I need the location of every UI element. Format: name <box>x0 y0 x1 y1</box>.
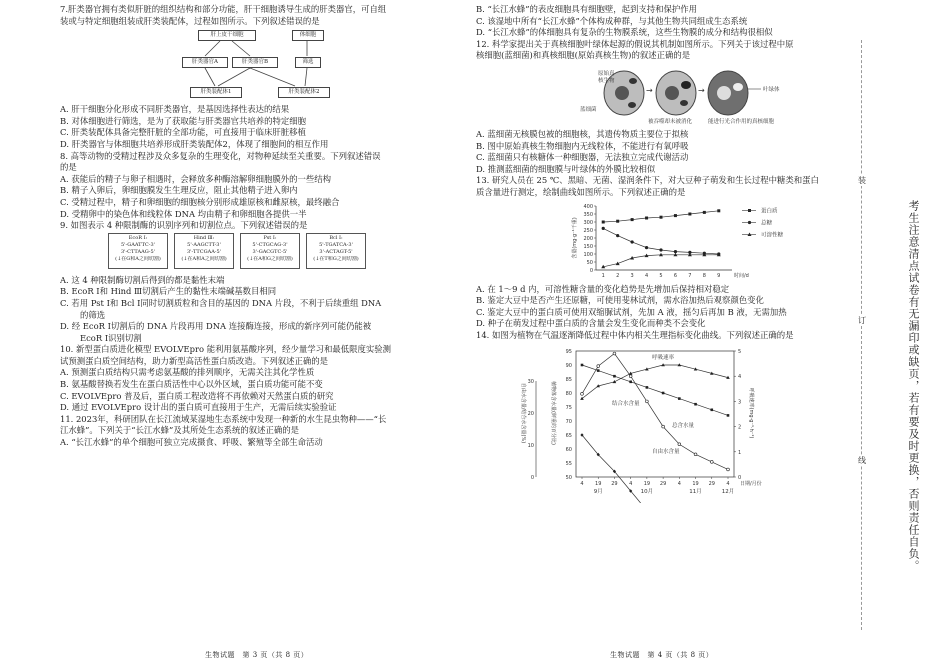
right-tick-label: 4 <box>738 373 742 380</box>
right-footer: 生物试题 第 4 页（共 8 页） <box>610 651 714 659</box>
x-axis-label: 时间/d <box>734 272 749 279</box>
x-tick-label: 29 <box>659 480 667 487</box>
q11-option-a: A. “长江水蜂”的单个细胞可独立完成摄食、呼吸、繁殖等全部生命活动 <box>60 437 323 448</box>
data-point <box>678 397 681 400</box>
cell-3 <box>708 71 748 115</box>
enzyme-box <box>108 233 168 269</box>
q7-option-d: D. 肝类器官与体细胞共培养形成肝类装配体2，体现了细胞间的相互作用 <box>60 138 329 149</box>
q10-option-b: B. 氨基酸替换若发生在蛋白质活性中心以外区域，蛋白质功能可能不变 <box>60 379 323 390</box>
enzyme-name: EcoR Ⅰ: <box>128 234 148 241</box>
curve-annotation: 呼吸速率 <box>652 354 675 361</box>
curve-annotation: 结合水含量 <box>612 400 640 407</box>
mid-tick-label: 50 <box>565 474 572 481</box>
water-respiration-chart <box>476 343 848 503</box>
label-photosynthetic-cell: 能进行光合作用的真核细胞 <box>708 118 775 125</box>
month-label: 11月 <box>689 488 702 495</box>
mid-tick-label: 60 <box>565 446 572 453</box>
data-point <box>597 369 600 372</box>
data-point <box>694 452 697 455</box>
x-tick-label: 29 <box>611 480 618 487</box>
legend-label: 可溶性糖 <box>761 232 784 239</box>
q8-stem: 8. 高等动物的受精过程涉及众多复杂的生理变化，对物种延续至关重要。下列叙述错误 <box>60 150 381 161</box>
enzyme-seq1: 5'-GAATTC-3' <box>120 241 156 248</box>
q9-option-c: C. 若用 Pst Ⅰ和 Bcl Ⅰ同时切割质粒和含目的基因的 DNA 片段，不利于后续重组 DNA <box>60 297 382 308</box>
curve-annotation: 自由水含量 <box>652 448 680 455</box>
q14-stem: 14. 如图为植物在气温逐渐降低过程中体内相关生理指标变化曲线。下列叙述正确的是 <box>476 329 794 340</box>
data-point <box>727 414 730 417</box>
binding-char-zhuang: 装 <box>858 176 866 185</box>
fig7-bot2: 肝类装配体2 <box>278 87 330 98</box>
enzyme-seq2: 3'-ACTAGT-5' <box>319 248 353 255</box>
x-tick-label: 4 <box>677 480 681 487</box>
x-tick-label: 4 <box>580 480 584 487</box>
right-page <box>476 4 848 505</box>
left-axis-label: 自由水含量/结合水含量(%) <box>520 382 526 443</box>
data-point <box>629 374 632 377</box>
label-cyanobacteria: 蓝细菌 <box>580 106 597 113</box>
q7-figure <box>60 28 460 102</box>
data-point <box>710 460 713 463</box>
q12-stem-cont: 核细胞(蓝细菌)和真核细胞(原始真核生物)的叙述正确的是 <box>476 50 691 61</box>
y-tick-label: 300 <box>583 219 593 226</box>
q7-option-c: C. 肝类装配体具备完整肝脏的全部功能，可直接用于临床肝脏移植 <box>60 127 306 138</box>
x-tick-label: 4 <box>644 272 649 279</box>
q9-option-a: A. 这 4 种限制酶切割后得到的都是黏性末端 <box>60 274 225 285</box>
data-point <box>662 425 665 428</box>
x-tick-label: 8 <box>702 272 706 279</box>
curve-annotation: 总含水量 <box>672 422 695 429</box>
mid-tick-label: 75 <box>565 404 572 411</box>
x-tick-label: 9 <box>717 272 721 279</box>
q7-option-b: B. 对体细胞进行筛选，是为了获取能与肝类器官共培养的特定细胞 <box>60 115 306 126</box>
q13-option-d: D. 种子在萌发过程中蛋白质的含量会发生变化而种类不会变化 <box>476 318 706 329</box>
q11-option-d: D. “长江水蜂”的体细胞具有复杂的生物膜系统，这些生物膜的成分和结构很相似 <box>476 27 773 38</box>
mid-tick-label: 65 <box>565 432 572 439</box>
x-tick-label: 2 <box>616 272 620 279</box>
enzyme-seq2: 3'-CTTAAG-5' <box>120 248 156 255</box>
enzyme-note: (↓在T和G之间切割) <box>313 255 359 262</box>
q9-stem: 9. 如图表示 4 种限制酶的识别序列和切割位点。下列叙述错误的是 <box>60 220 308 231</box>
q11-stem: 11. 2023年，科研团队在长江流域某湿地生态系统中发现一种新的水生昆虫物种——“长 <box>60 413 387 424</box>
mid-tick-label: 55 <box>565 460 572 467</box>
q9-option-d: D. 经 EcoR Ⅰ切割后的 DNA 片段再用 DNA 连接酶连接，形成的新序列可能仍能被 <box>60 321 372 332</box>
data-point <box>645 216 648 219</box>
binding-line <box>852 0 872 672</box>
q10-stem-cont: 试预测蛋白质空间结构，助力新型高活性蛋白质改造。下列叙述正确的是 <box>60 355 328 366</box>
q7-option-a: A. 肝干细胞分化形成不同肝类器官，是基因选择性表达的结果 <box>60 104 290 115</box>
q8-option-c: C. 受精过程中，精子和卵细胞的细胞核分别形成雄原核和雌原核，最终融合 <box>60 196 340 207</box>
x-tick-label: 1 <box>601 272 605 279</box>
q12-option-d: D. 推测蓝细菌的细胞膜与叶绿体的外膜比较相似 <box>476 163 656 174</box>
series-line <box>603 254 719 266</box>
x-tick-label: 3 <box>630 272 634 279</box>
left-tick-label: 10 <box>527 442 534 449</box>
enzyme-box <box>174 233 234 269</box>
data-point <box>674 250 677 253</box>
left-tick-label: 30 <box>527 378 534 385</box>
y-tick-label: 100 <box>583 251 593 258</box>
q10-stem: 10. 新型蛋白质进化模型 EVOLVEpro 能利用氨基酸序列，经少量学习和最低限度实验测 <box>60 344 391 355</box>
data-point <box>645 400 648 403</box>
data-point <box>631 218 634 221</box>
left-tick-label: 20 <box>527 410 534 417</box>
data-point <box>694 402 697 405</box>
q11-option-c: C. 该湿地中所有“长江水蜂”个体构成种群，与其他生物共同组成生态系统 <box>476 15 748 26</box>
label-chloroplast: 叶绿体 <box>763 86 780 93</box>
right-tick-label: 3 <box>738 398 742 405</box>
fig7-top2: 体细胞 <box>292 30 324 41</box>
y-tick-label: 400 <box>583 203 593 210</box>
q9-option-b: B. EcoR Ⅰ和 Hind Ⅲ切割后产生的黏性末端碱基数目相同 <box>60 286 277 297</box>
binding-char-xian: 线 <box>858 456 866 465</box>
enzyme-seq1: 5'-TGATCA-3' <box>319 241 353 248</box>
data-point <box>727 468 730 471</box>
q8-option-d: D. 受精卵中的染色体和线粒体 DNA 均由精子和卵细胞各提供一半 <box>60 208 307 219</box>
enzyme-name: Hind Ⅲ: <box>193 234 215 241</box>
enzyme-note: (↓在A和G之间切割) <box>247 255 293 262</box>
data-point <box>631 240 634 243</box>
y-tick-label: 0 <box>589 267 593 274</box>
enzyme-note: (↓在A和A之间切割) <box>181 255 227 262</box>
left-page <box>60 4 460 449</box>
q13-stem: 13. 研究人员在 25 ℃、黑暗、无菌、湿润条件下，对大豆种子萌发和生长过程中糖类和蛋白 <box>476 175 819 186</box>
mid-tick-label: 70 <box>565 418 572 425</box>
cell-2 <box>656 71 696 115</box>
enzyme-note: (↓在G和A之间切割) <box>115 255 161 262</box>
enzyme-box <box>306 233 366 269</box>
series-line <box>582 435 728 503</box>
month-label: 12月 <box>721 488 735 495</box>
data-point <box>674 214 677 217</box>
x-tick-label: 19 <box>595 480 602 487</box>
data-point <box>717 209 720 212</box>
q12-option-c: C. 蓝细菌只有核糖体一种细胞器，无法独立完成代谢活动 <box>476 152 689 163</box>
data-point <box>703 210 706 213</box>
fig7-mid1: 肝类器官A <box>182 57 228 68</box>
x-tick-label: 4 <box>629 480 633 487</box>
q14-chart <box>476 343 848 503</box>
right-tick-label: 2 <box>738 424 742 431</box>
x-tick-label: 6 <box>673 272 678 279</box>
left-footer: 生物试题 第 3 页（共 8 页） <box>205 651 309 659</box>
data-point <box>613 374 616 377</box>
binding-dash <box>861 40 862 630</box>
data-point <box>662 391 665 394</box>
label-protoeukaryote: 原始真 <box>598 70 615 77</box>
data-point <box>613 380 617 383</box>
exam-notice: 考生注意清点试卷有无漏印或缺页，若有要及时更换，否则责任自负。 <box>907 200 920 572</box>
data-point <box>602 220 605 223</box>
arrow-1: → <box>646 85 653 95</box>
q9-enzyme-figure <box>60 233 460 273</box>
soybean-chart <box>476 200 848 282</box>
arrow-2: → <box>698 85 705 95</box>
enzyme-name: Pst Ⅰ: <box>263 234 277 241</box>
y-axis-label: 含量(mg·g⁻¹干重) <box>572 216 578 259</box>
q13-stem-cont: 质含量进行测定，绘制曲线如图所示。下列叙述正确的是 <box>476 186 686 197</box>
enzyme-name: Bcl Ⅰ: <box>329 234 343 241</box>
right-axis-label: 呼吸速率(mg·g⁻¹·h⁻¹) <box>748 387 754 438</box>
fig7-mid3: 筛选 <box>295 57 321 68</box>
data-point <box>645 246 648 249</box>
enzyme-seq1: 5'-AAGCTT-3' <box>187 241 221 248</box>
q8-option-b: B. 精子入卵后，卵细胞膜发生生理反应，阻止其他精子进入卵内 <box>60 185 298 196</box>
data-point <box>602 226 605 229</box>
x-tick-label: 5 <box>659 272 663 279</box>
left-tick-label: 0 <box>530 474 534 481</box>
q7-stem: 7.肝类器官拥有类似肝脏的组织结构和部分功能，肝干细胞诱导生成的肝类器官，可自组 <box>60 4 387 14</box>
label-protoeukaryote-2: 核生物 <box>598 77 615 84</box>
mid-axis-label: 植物体含水量(鲜重的百分比) <box>550 380 556 445</box>
fig7-mid2: 肝类器官B <box>232 57 278 68</box>
x-tick-label: 19 <box>643 480 651 487</box>
right-tick-label: 1 <box>738 449 742 456</box>
right-tick-label: 0 <box>738 474 742 481</box>
y-tick-label: 50 <box>586 259 593 266</box>
series-line <box>582 365 728 415</box>
q11-stem-cont: 江水蜂”。下列关于“长江水蜂”及其所处生态系统的叙述正确的是 <box>60 425 299 436</box>
q13-option-b: B. 鉴定大豆中是否产生还原糖，可使用斐林试剂，需水浴加热后观察颜色变化 <box>476 295 764 306</box>
fig7-arrows <box>60 28 460 102</box>
data-point <box>581 392 584 395</box>
data-point <box>597 364 600 367</box>
y-tick-label: 150 <box>583 243 593 250</box>
data-point <box>646 386 649 389</box>
data-point <box>616 219 619 222</box>
mid-tick-label: 85 <box>565 376 572 383</box>
x-tick-label: 7 <box>688 272 692 279</box>
label-engulfed: 被吞噬却未被消化 <box>648 118 693 125</box>
q8-option-a: A. 获能后的精子与卵子相遇时，会释放多种酶溶解卵细胞膜外的一些结构 <box>60 173 331 184</box>
month-label: 10月 <box>640 488 654 495</box>
right-tick-label: 5 <box>738 348 742 355</box>
data-point <box>581 363 584 366</box>
q11-option-b: B. “长江水蜂”的表皮细胞具有细胞壁，起到支持和保护作用 <box>476 4 698 14</box>
mid-tick-label: 90 <box>565 362 572 369</box>
data-point <box>616 234 619 237</box>
q7-stem-cont: 装或与特定细胞组装成肝类装配体，过程如图所示。下列叙述错误的是 <box>60 15 320 26</box>
x-axis-label: 日期/月份 <box>740 480 762 487</box>
data-point <box>613 352 616 355</box>
binding-char-ding: 订 <box>858 316 866 325</box>
enzyme-seq2: 3'-TTCGAA-5' <box>186 248 222 255</box>
y-tick-label: 250 <box>583 227 593 234</box>
mid-tick-label: 80 <box>565 390 572 397</box>
fig7-top1: 肝上皮干细胞 <box>198 30 256 41</box>
y-tick-label: 350 <box>583 211 593 218</box>
x-tick-label: 4 <box>726 480 730 487</box>
q12-figure <box>476 63 848 127</box>
q8-stem-cont: 的是 <box>60 162 77 173</box>
q13-option-a: A. 在 1～9 d 内，可溶性糖含量的变化趋势是先增加后保持相对稳定 <box>476 283 730 294</box>
x-tick-label: 19 <box>692 480 699 487</box>
mid-tick-label: 95 <box>565 348 572 355</box>
q12-stem: 12. 科学家提出关于真核细胞叶绿体起源的假说其机制如图所示。下列关于该过程中原 <box>476 38 794 49</box>
q10-option-c: C. EVOLVEpro 普及后，蛋白质工程改造将不再依赖对天然蛋白质的研究 <box>60 390 334 401</box>
q9-option-d-cont: EcoR Ⅰ识别切割 <box>80 332 142 343</box>
q13-chart <box>476 200 848 282</box>
fig7-bot1: 肝类装配体1 <box>190 87 242 98</box>
x-tick-label: 29 <box>708 480 715 487</box>
enzyme-seq2: 3'-GACGTC-5' <box>252 248 288 255</box>
data-point <box>710 408 713 411</box>
q9-option-c-cont: 的筛选 <box>80 309 106 320</box>
enzyme-seq1: 5'-CTGCAG-3' <box>252 241 288 248</box>
data-point <box>688 212 691 215</box>
q13-option-c: C. 鉴定大豆中的蛋白质可使用双缩脲试剂，先加 A 液，摇匀后再加 B 液，无需加热 <box>476 306 787 317</box>
data-point <box>629 380 632 383</box>
q10-option-a: A. 预测蛋白质结构只需考虑氨基酸的排列顺序，无需关注其化学性质 <box>60 367 315 378</box>
data-point <box>678 442 681 445</box>
q10-option-d: D. 通过 EVOLVEpro 设计出的蛋白质可直接用于生产，无需后续实验验证 <box>60 402 337 413</box>
month-label: 9月 <box>593 488 603 495</box>
data-point <box>659 248 662 251</box>
data-point <box>660 215 663 218</box>
q12-option-b: B. 图中原始真核生物细胞内无线粒体，不能进行有氧呼吸 <box>476 140 689 151</box>
y-tick-label: 200 <box>583 235 593 242</box>
q12-option-a: A. 蓝细菌无核膜包被的细胞核，其遗传物质主要位于拟核 <box>476 128 689 139</box>
series-line <box>582 365 728 399</box>
endosymbiosis-diagram <box>476 63 848 127</box>
legend-label: 蛋白质 <box>761 208 778 215</box>
legend-label: 总糖 <box>761 220 773 227</box>
enzyme-box <box>240 233 300 269</box>
